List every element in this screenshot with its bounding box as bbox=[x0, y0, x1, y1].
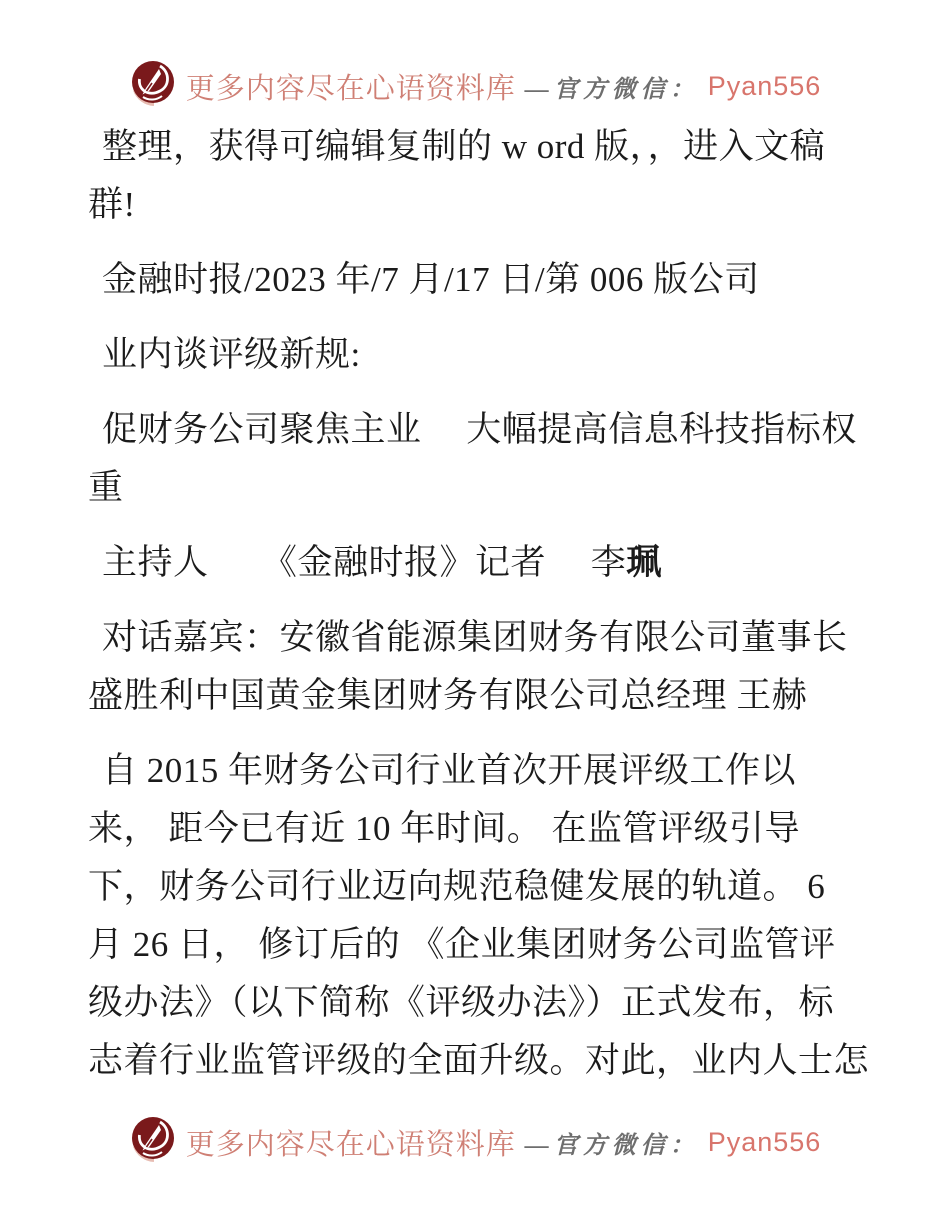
text-segment: 金融时报/2023 年/7 月/17 日/第 006 版公司 bbox=[102, 260, 760, 299]
pen-swirl-logo-icon bbox=[129, 57, 177, 116]
text-segment: 对话嘉宾：安徽省能源集团财务有限公司董事长 bbox=[102, 618, 848, 657]
paragraph bbox=[88, 251, 870, 309]
pen-swirl-logo-icon bbox=[129, 1113, 177, 1172]
text-line bbox=[88, 326, 870, 384]
text-segment: 下，财务公司行业迈向规范稳健发展的轨道。 6 bbox=[88, 867, 826, 906]
text-segment: 整理，获得可编辑复制的 w ord 版，，进入文稿 bbox=[102, 127, 826, 166]
text-line bbox=[88, 858, 870, 916]
text-line bbox=[88, 401, 870, 459]
paragraph bbox=[88, 401, 870, 517]
text-segment: 月 26 日， 修订后的 《企业集团财务公司监管评 bbox=[88, 925, 836, 964]
text-segment: 主持人 《金融时报》记者 李 bbox=[102, 543, 627, 582]
text-segment: 自 2015 年财务公司行业首次开展评级工作以 bbox=[102, 751, 797, 790]
text-line bbox=[88, 974, 870, 1032]
paragraph bbox=[88, 326, 870, 384]
text-line bbox=[88, 118, 870, 176]
text-segment: 志着行业监管评级的全面升级。对此，业内人士怎 bbox=[88, 1041, 870, 1080]
watermark-official-label: —官方微信： bbox=[524, 1132, 699, 1159]
paragraph bbox=[88, 742, 870, 1090]
text-line bbox=[88, 742, 870, 800]
paragraph bbox=[88, 609, 870, 725]
watermark-brand-text: 更多内容尽在心语资料库 bbox=[185, 72, 516, 105]
text-segment: 业内谈评级新规: bbox=[102, 335, 361, 374]
watermark-wechat-id: Pyan556 bbox=[707, 70, 822, 101]
text-line bbox=[88, 800, 870, 858]
watermark-wechat-id: Pyan556 bbox=[707, 1126, 822, 1157]
text-segment: 群! bbox=[88, 185, 136, 224]
text-segment: 来， 距今已有近 10 年时间。 在监管评级引导 bbox=[88, 809, 801, 848]
text-line bbox=[88, 534, 870, 592]
text-segment: 促财务公司聚焦主业 大幅提高信息科技指标权 bbox=[102, 410, 857, 449]
text-line bbox=[88, 176, 870, 234]
watermark-official-label: —官方微信： bbox=[524, 76, 699, 103]
footer-watermark bbox=[0, 1112, 950, 1172]
text-segment: 盛胜利中国黄金集团财务有限公司总经理 王赫 bbox=[88, 676, 808, 715]
watermark-brand-text: 更多内容尽在心语资料库 bbox=[185, 1128, 516, 1161]
text-line bbox=[88, 609, 870, 667]
document-body bbox=[88, 118, 870, 1090]
text-line bbox=[88, 667, 870, 725]
header-watermark bbox=[0, 56, 950, 116]
text-segment: 级办法》（以下简称《评级办法》）正式发布，标 bbox=[88, 983, 835, 1022]
text-line bbox=[88, 916, 870, 974]
paragraph bbox=[88, 118, 870, 234]
text-line bbox=[88, 251, 870, 309]
text-line bbox=[88, 1032, 870, 1090]
text-segment-emphasized: 珮 bbox=[626, 543, 662, 582]
text-line bbox=[88, 459, 870, 517]
text-segment: 重 bbox=[88, 468, 124, 507]
paragraph bbox=[88, 534, 870, 592]
